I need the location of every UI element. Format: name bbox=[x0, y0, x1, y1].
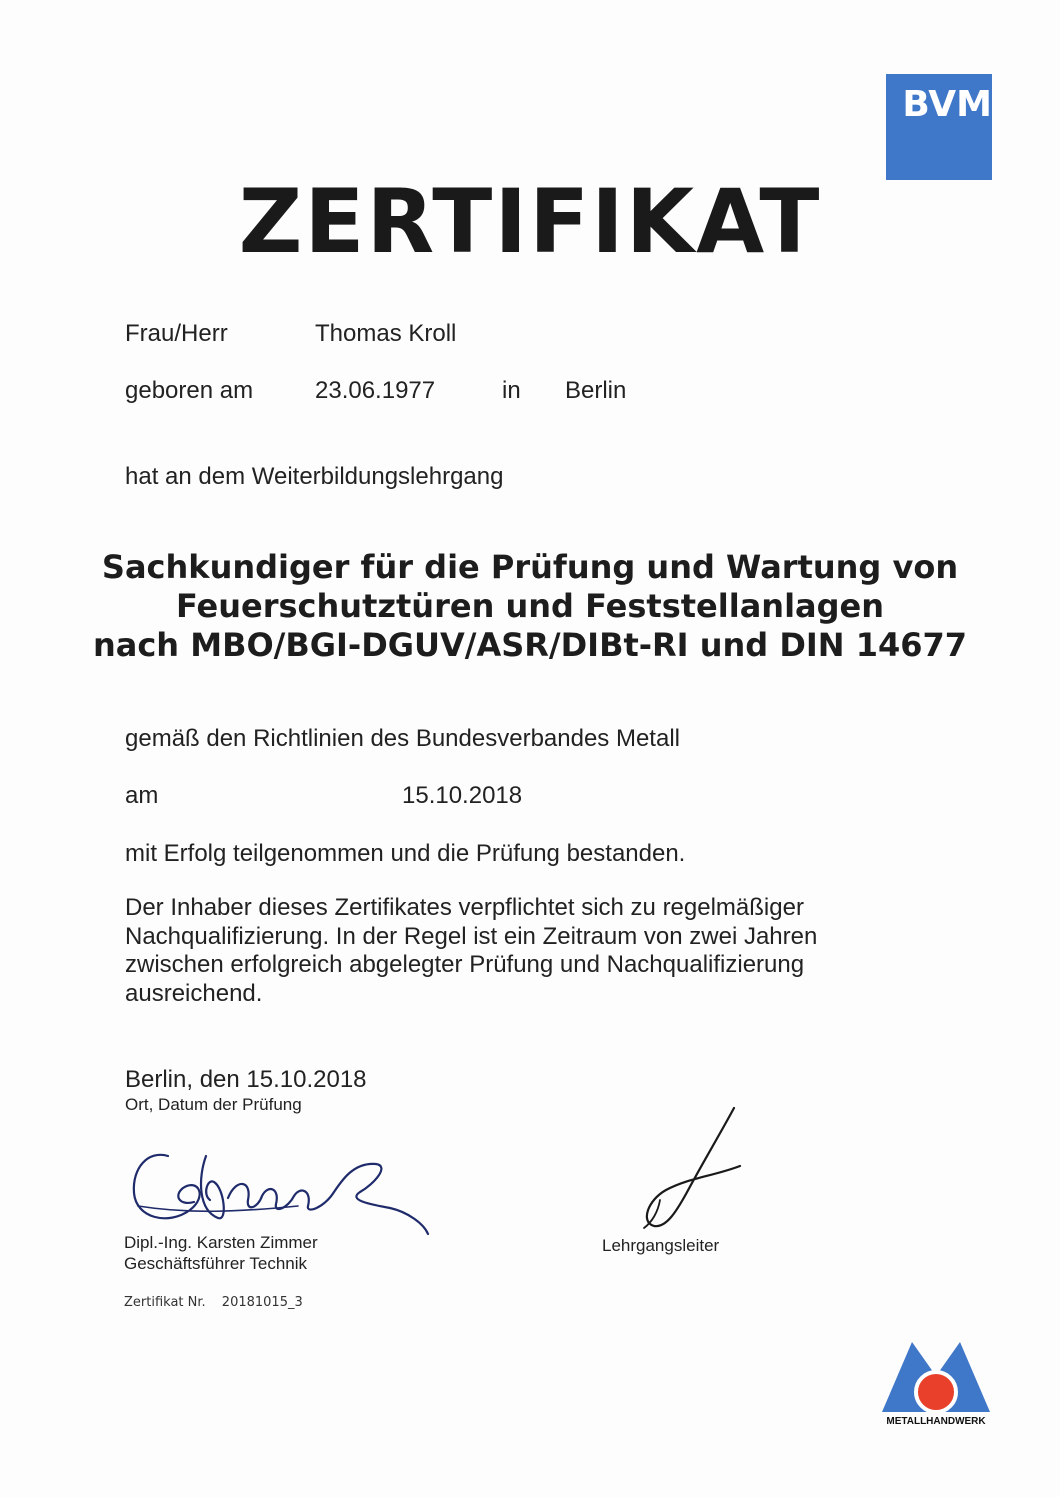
obligation-paragraph bbox=[125, 894, 885, 1008]
bvm-logo bbox=[886, 74, 992, 180]
certificate-number-value: 20181015_3 bbox=[221, 1295, 303, 1310]
bvm-logo-text: BVM bbox=[902, 84, 992, 125]
signatory-left-role: Geschäftsführer Technik bbox=[124, 1254, 307, 1273]
in-label: in bbox=[502, 377, 521, 404]
result-text: mit Erfolg teilgenommen und die Prüfung bestanden. bbox=[125, 840, 686, 867]
certificate-number-label: Zertifikat Nr. bbox=[124, 1295, 206, 1310]
place-date: Berlin, den 15.10.2018 bbox=[125, 1066, 367, 1093]
obligation-line-1: Der Inhaber dieses Zertifikates verpflichtet sich zu regelmäßiger bbox=[125, 894, 804, 921]
certificate-number bbox=[124, 1295, 303, 1310]
intro-text: hat an dem Weiterbildungslehrgang bbox=[125, 463, 504, 490]
birth-date: 23.06.1977 bbox=[315, 377, 436, 404]
certificate-title: ZERTIFIKAT bbox=[238, 170, 822, 273]
born-label: geboren am bbox=[125, 377, 254, 404]
obligation-line-2: Nachqualifizierung. In der Regel ist ein Zeitraum von zwei Jahren bbox=[125, 922, 818, 950]
guidelines-text: gemäß den Richtlinien des Bundesverbandes Metall bbox=[125, 725, 680, 752]
signatory-left-name: Dipl.-Ing. Karsten Zimmer bbox=[124, 1233, 318, 1252]
signature-left bbox=[128, 1148, 438, 1238]
course-line-1: Sachkundiger für die Prüfung und Wartung von bbox=[101, 548, 959, 586]
obligation-line-4: ausreichend. bbox=[125, 979, 263, 1007]
metallhandwerk-label: METALLHANDWERK bbox=[886, 1416, 986, 1427]
place-date-caption: Ort, Datum der Prüfung bbox=[125, 1095, 302, 1114]
person-name: Thomas Kroll bbox=[315, 320, 457, 347]
signature-right bbox=[630, 1104, 750, 1234]
salutation-label: Frau/Herr bbox=[125, 320, 228, 347]
course-title bbox=[80, 548, 980, 665]
signatory-right-role: Lehrgangsleiter bbox=[602, 1236, 720, 1255]
exam-date: 15.10.2018 bbox=[402, 782, 523, 809]
obligation-line-3: zwischen erfolgreich abgelegter Prüfung und Nachqualifizierung bbox=[125, 951, 805, 978]
birth-place: Berlin bbox=[565, 377, 627, 404]
course-line-2: Feuerschutztüren und Feststellanlagen bbox=[175, 587, 885, 625]
course-line-3: nach MBO/BGI-DGUV/ASR/DIBt-RI und DIN 14677 bbox=[92, 626, 968, 664]
exam-date-label: am bbox=[125, 782, 159, 809]
metallhandwerk-circle-shape bbox=[916, 1372, 956, 1412]
